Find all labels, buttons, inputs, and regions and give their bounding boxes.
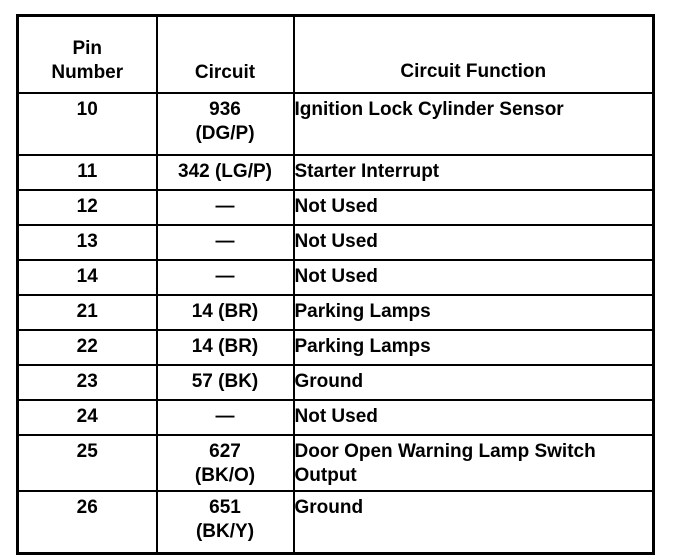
function-cell: Not Used: [294, 260, 654, 295]
function-cell: Not Used: [294, 190, 654, 225]
header-pin-line2: Number: [51, 62, 124, 83]
table-row: [18, 93, 654, 155]
circuit-cell: [157, 435, 294, 491]
pin-cell: 22: [18, 330, 157, 365]
circuit-cell: 14 (BR): [157, 295, 294, 330]
pin-cell: 14: [18, 260, 157, 295]
circuit-cell: 57 (BK): [157, 365, 294, 400]
circuit-line1: 651: [209, 497, 241, 518]
circuit-line2: (BK/Y): [195, 521, 255, 542]
circuit-line1: 936: [209, 99, 241, 120]
circuit-cell: —: [157, 400, 294, 435]
function-line1: Ignition Lock Cylinder Sensor: [294, 99, 564, 120]
function-line2: Output: [294, 465, 357, 486]
table-row: [18, 435, 654, 491]
table-row: [18, 225, 654, 260]
header-circuit: Circuit: [157, 16, 294, 94]
pin-cell: 10: [18, 93, 157, 155]
table-header-row: [18, 16, 654, 94]
pin-cell: 24: [18, 400, 157, 435]
table-row: [18, 330, 654, 365]
function-cell: Parking Lamps: [294, 330, 654, 365]
table-row: [18, 491, 654, 554]
function-line1: Ground: [294, 497, 364, 518]
pin-cell: 13: [18, 225, 157, 260]
circuit-cell: —: [157, 260, 294, 295]
circuit-line2: (BK/O): [194, 465, 256, 486]
function-cell: [294, 491, 654, 554]
circuit-cell: —: [157, 225, 294, 260]
pin-cell: 12: [18, 190, 157, 225]
circuit-cell: —: [157, 190, 294, 225]
function-cell: [294, 93, 654, 155]
function-cell: Not Used: [294, 225, 654, 260]
pin-cell: 23: [18, 365, 157, 400]
table-row: [18, 400, 654, 435]
pin-circuit-table: [16, 14, 655, 555]
table-row: [18, 260, 654, 295]
table-row: [18, 295, 654, 330]
table-row: [18, 190, 654, 225]
circuit-cell: 342 (LG/P): [157, 155, 294, 190]
function-cell: Ground: [294, 365, 654, 400]
function-cell: Starter Interrupt: [294, 155, 654, 190]
circuit-cell: [157, 491, 294, 554]
pin-cell: 11: [18, 155, 157, 190]
table-row: [18, 365, 654, 400]
function-cell: [294, 435, 654, 491]
pin-cell: 25: [18, 435, 157, 491]
circuit-line1: 627: [209, 441, 241, 462]
header-circuit-function: Circuit Function: [294, 16, 654, 94]
function-cell: Parking Lamps: [294, 295, 654, 330]
table-row: [18, 155, 654, 190]
pin-cell: 26: [18, 491, 157, 554]
circuit-cell: [157, 93, 294, 155]
function-line1: Door Open Warning Lamp Switch: [294, 441, 596, 462]
circuit-cell: 14 (BR): [157, 330, 294, 365]
circuit-line2: (DG/P): [195, 123, 255, 144]
header-pin-line1: Pin: [72, 38, 103, 59]
function-cell: Not Used: [294, 400, 654, 435]
pin-cell: 21: [18, 295, 157, 330]
header-pin-number: [18, 16, 157, 94]
